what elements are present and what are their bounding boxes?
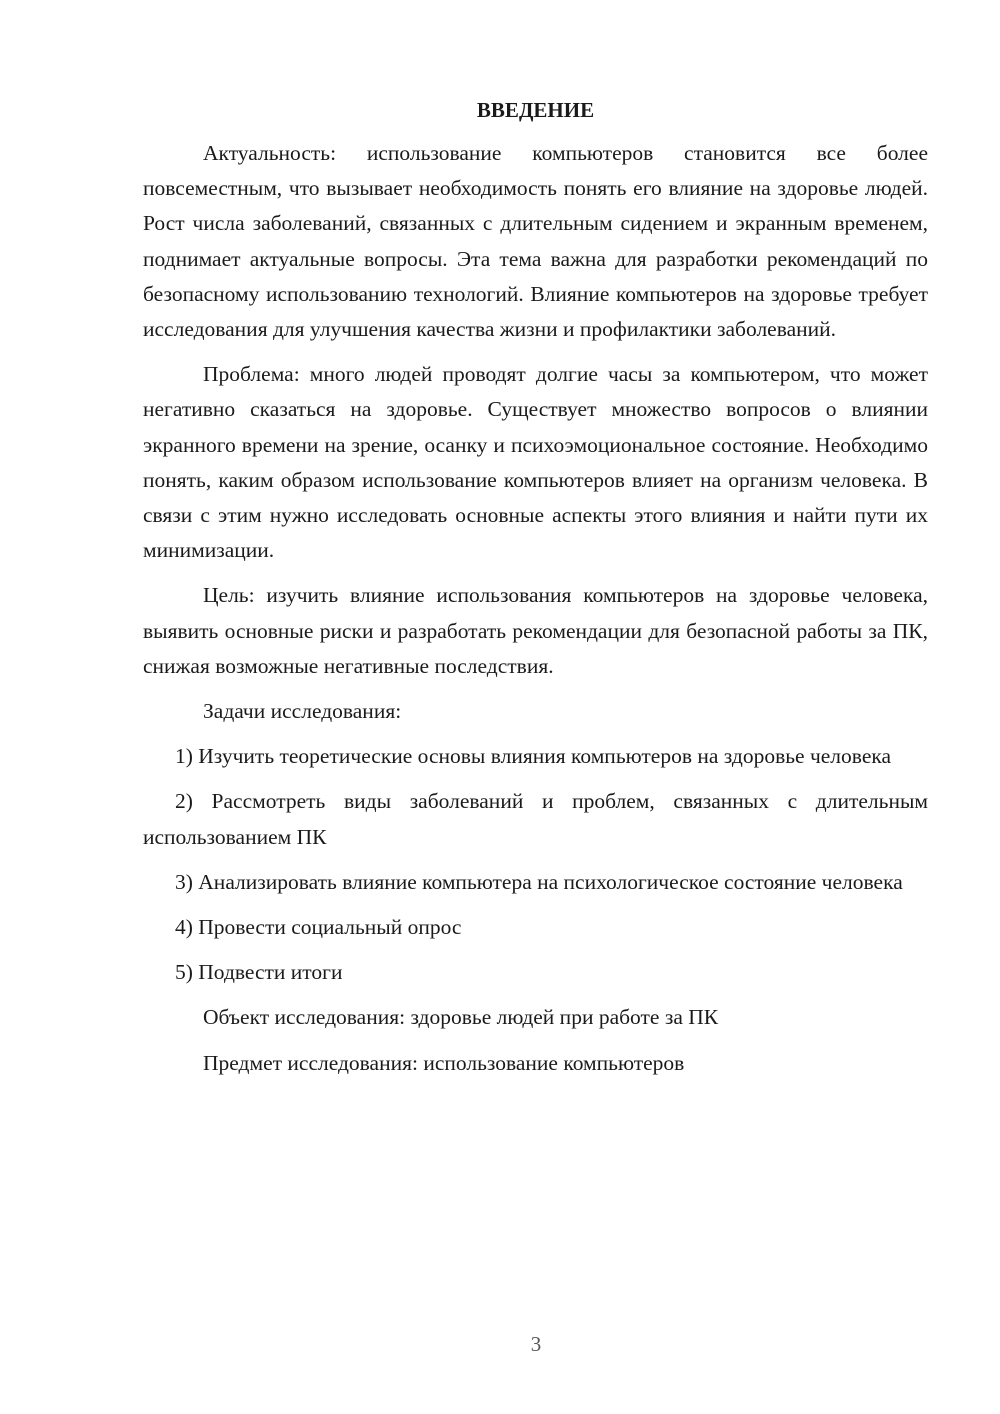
research-subject: Предмет исследования: использование компьютеров bbox=[203, 1050, 685, 1075]
problem-paragraph: Проблема: много людей проводят долгие часы за компьютером, что может негативно сказаться на здоровье. Существует множество вопросов о влиянии экранного времени на зрение, осанку и психоэмоциональное состояние. Необходимо понять, каким образом использование компьютеров влияет на организм человека. В связи с этим нужно исследовать основные аспекты этого влияния и найти пути их минимизации. bbox=[143, 362, 928, 563]
document-page bbox=[143, 94, 928, 1091]
task-item-2: 2) Рассмотреть виды заболеваний и проблем, связанных с длительным использованием ПК bbox=[143, 789, 928, 849]
task-item-4: 4) Провести социальный опрос bbox=[175, 915, 462, 940]
goal-paragraph: Цель: изучить влияние использования компьютеров на здоровье человека, выявить основные риски и разработать рекомендации для безопасной работы за ПК, снижая возможные негативные последствия. bbox=[143, 583, 928, 678]
task-item-3: 3) Анализировать влияние компьютера на психологическое состояние человека bbox=[175, 869, 903, 894]
task-item-5: 5) Подвести итоги bbox=[175, 960, 343, 985]
page-number: 3 bbox=[530, 1332, 542, 1356]
page-title: ВВЕДЕНИЕ bbox=[476, 98, 595, 122]
research-object: Объект исследования: здоровье людей при работе за ПК bbox=[203, 1005, 719, 1030]
tasks-list bbox=[143, 739, 928, 990]
relevance-paragraph: Актуальность: использование компьютеров становится все более повсеместным, что вызывает необходимость понять его влияние на здоровье людей. Рост числа заболеваний, связанных с длительным сидением и экранным временем, поднимает актуальные вопросы. Эта тема важна для разработки рекомендаций по безопасному использованию технологий. Влияние компьютеров на здоровье требует исследования для улучшения качества жизни и профилактики заболеваний. bbox=[143, 141, 928, 342]
task-item-1: 1) Изучить теоретические основы влияния компьютеров на здоровье человека bbox=[175, 744, 892, 769]
tasks-heading: Задачи исследования: bbox=[203, 699, 402, 724]
